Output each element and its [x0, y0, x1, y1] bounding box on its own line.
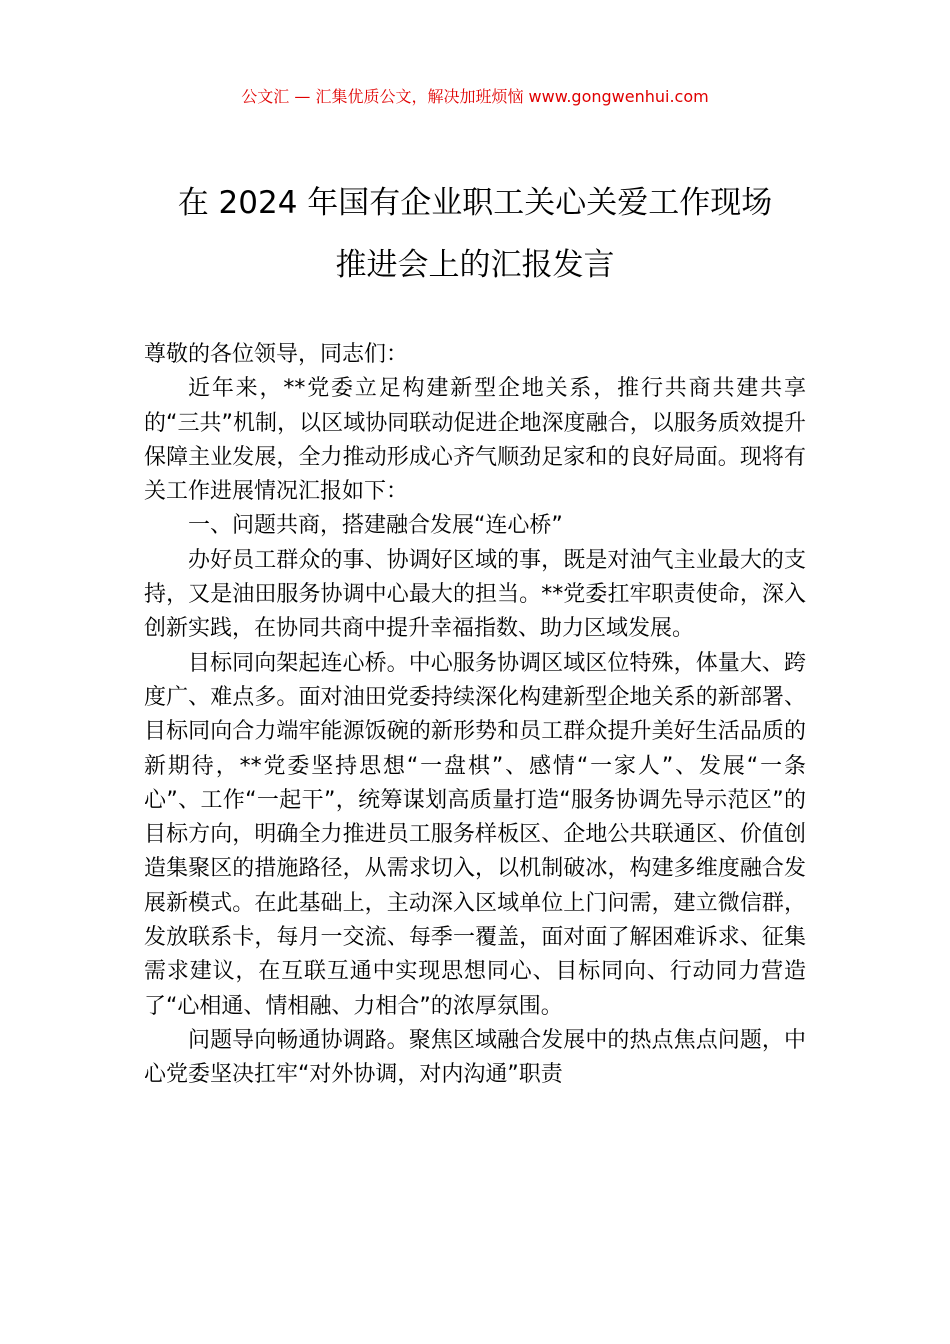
paragraph: 问题导向畅通协调路。聚焦区域融合发展中的热点焦点问题，中心党委坚决扛牢“对外协调，对内沟通”职责	[144, 1027, 806, 1088]
salutation: 尊敬的各位领导，同志们：	[144, 342, 409, 367]
paragraph: 办好员工群众的事、协调好区域的事，既是对油气主业最大的支持，又是油田服务协调中心最大的担当。**党委扛牢职责使命，深入创新实践，在协同共商中提升幸福指数、助力区域发展。	[144, 547, 806, 642]
title-line-1: 在 2024 年国有企业职工关心关爱工作现场	[177, 185, 773, 221]
paragraph: 目标同向架起连心桥。中心服务协调区域区位特殊，体量大、跨度广、难点多。面对油田党委持续深化构建新型企地关系的新部署、目标同向合力端牢能源饭碗的新形势和员工群众提升美好生活品质的新期待，**党委坚持思想“一盘棋”、感情“一家人”、发展“一条心”、工作“一起干”，统筹谋划高质量打造“服务协调先导示范区”的目标方向，明确全力推进员工服务样板区、企地公共联通区、价值创造集聚区的措施路径，从需求切入，以机制破冰，构建多维度融合发展新模式。在此基础上，主动深入区域单位上门问需，建立微信群，发放联系卡，每月一交流、每季一覆盖，面对面了解困难诉求、征集需求建议，在互联互通中实现思想同心、目标同向、行动同力营造了“心相通、情相融、力相合”的浓厚氛围。	[144, 650, 806, 1019]
paragraph-intro: 近年来，**党委立足构建新型企地关系，推行共商共建共享的“三共”机制，以区域协同联动促进企地深度融合，以服务质效提升保障主业发展，全力推动形成心齐气顺劲足家和的良好局面。现将有关工作进展情况汇报如下：	[144, 376, 806, 505]
title-line-2: 推进会上的汇报发言	[335, 247, 615, 283]
section-heading-1: 一、问题共商，搭建融合发展“连心桥”	[188, 513, 563, 539]
document-title	[100, 172, 850, 296]
document-body	[144, 338, 806, 1093]
header-banner: 公文汇 — 汇集优质公文，解决加班烦恼 www.gongwenhui.com	[241, 87, 709, 106]
